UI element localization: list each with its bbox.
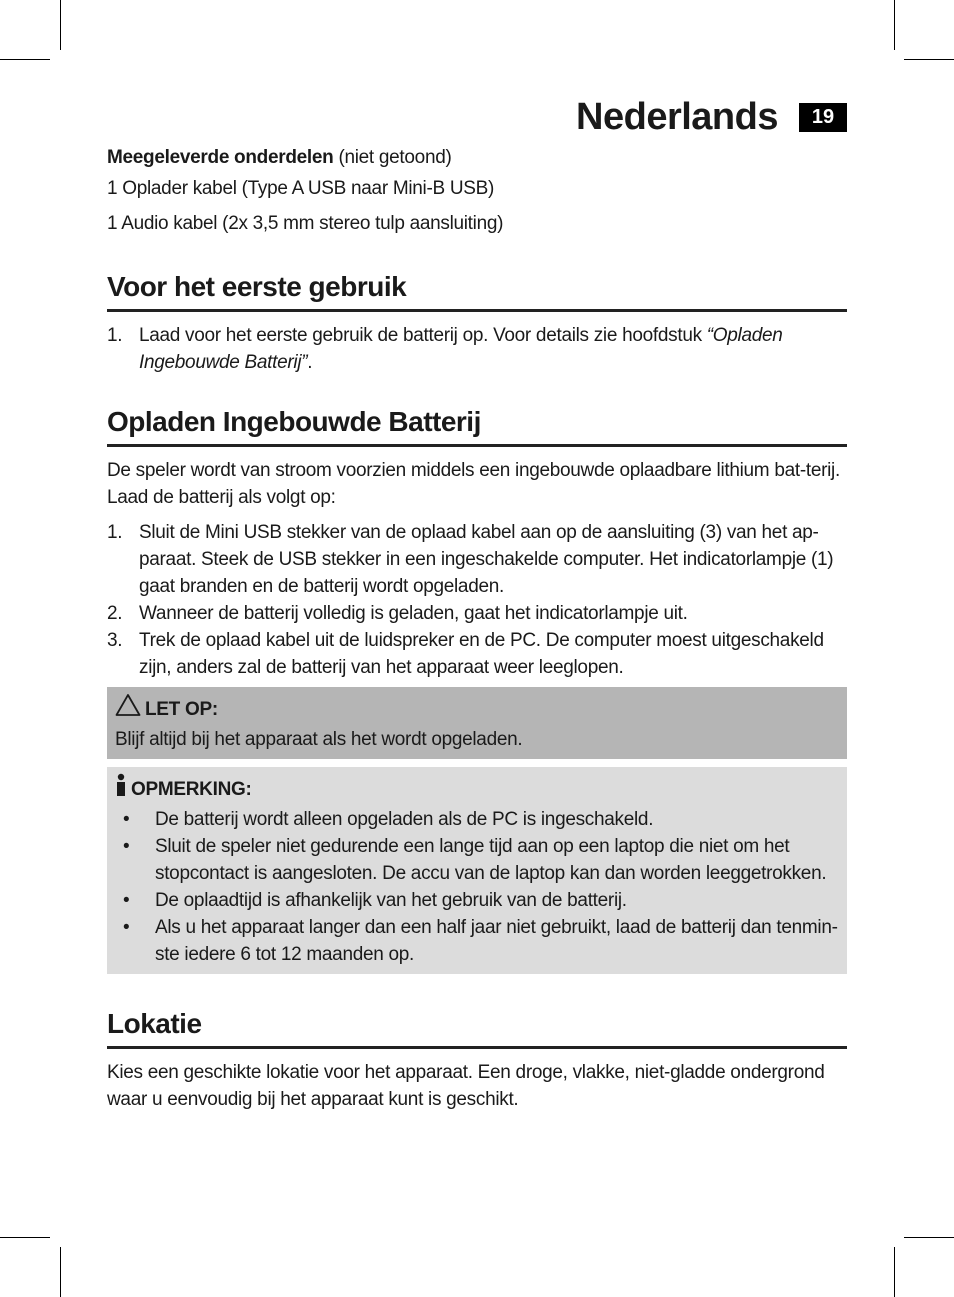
warning-header xyxy=(115,693,839,726)
warning-box xyxy=(107,687,847,759)
supplied-heading-bold: Meegeleverde onderdelen xyxy=(107,147,334,168)
step-number: 3. xyxy=(107,630,123,651)
list-item xyxy=(115,806,839,833)
crop-mark xyxy=(894,0,895,50)
note-item-text: Sluit de speler niet gedurende een lange tijd aan op een laptop die niet om het stopcontact is aangesloten. De accu van de laptop kan dan worden leeggetrokken. xyxy=(155,836,827,884)
supplied-item: 1 Audio kabel (2x 3,5 mm stereo tulp aansluiting) xyxy=(107,213,504,234)
crop-mark xyxy=(0,1237,50,1238)
step-text: Laad voor het eerste gebruik de batterij op. Voor details zie hoofdstuk xyxy=(139,325,707,346)
bullet: • xyxy=(123,917,130,938)
note-list xyxy=(115,806,839,968)
crop-mark xyxy=(60,0,61,50)
location-text: Kies een geschikte lokatie voor het apparaat. Een droge, vlakke, niet-gladde ondergrond waar u eenvoudig bij het apparaat kunt is geschikt. xyxy=(107,1062,825,1110)
step-reference: “Opladen Ingebouwde Batterij” xyxy=(139,325,783,373)
list-item xyxy=(115,914,839,968)
note-header xyxy=(115,773,839,806)
crop-mark xyxy=(60,1247,61,1297)
list-item xyxy=(107,600,847,627)
note-box xyxy=(107,767,847,974)
bullet: • xyxy=(123,836,130,857)
info-icon xyxy=(115,773,127,806)
section-title-charging: Opladen Ingebouwde Batterij xyxy=(107,406,847,447)
note-item-text: De oplaadtijd is afhankelijk van het gebruik van de batterij. xyxy=(155,890,627,911)
step-number: 2. xyxy=(107,603,123,624)
note-item-text: De batterij wordt alleen opgeladen als de PC is ingeschakeld. xyxy=(155,809,654,830)
step-text-end: . xyxy=(307,352,313,373)
crop-mark xyxy=(904,1237,954,1238)
warning-triangle-icon xyxy=(115,693,141,726)
note-label: OPMERKING: xyxy=(131,778,252,800)
list-item xyxy=(115,887,839,914)
charging-steps xyxy=(107,519,847,681)
step-text: Sluit de Mini USB stekker van de oplaad kabel aan op de aansluiting (3) van het ap-paraat. Steek de USB stekker in een ingeschakelde computer. Het indicatorlampje (1) gaat branden en de batterij wordt opgeladen. xyxy=(139,522,834,597)
crop-mark xyxy=(894,1247,895,1297)
page-number: 19 xyxy=(799,103,847,132)
list-item xyxy=(115,833,839,887)
step-text: Wanneer de batterij volledig is geladen, gaat het indicatorlampje uit. xyxy=(139,603,688,624)
warning-text: Blijf altijd bij het apparaat als het wordt opgeladen. xyxy=(115,729,523,750)
step-text: Trek de oplaad kabel uit de luidspreker en de PC. De computer moest uitgeschakeld zijn, anders zal de batterij van het apparaat weer leeglopen. xyxy=(139,630,824,678)
note-item-text: Als u het apparaat langer dan een half jaar niet gebruikt, laad de batterij dan tenmin-ste iedere 6 tot 12 maanden op. xyxy=(155,917,838,965)
list-item xyxy=(107,627,847,681)
supplied-heading xyxy=(107,144,847,171)
warning-label: LET OP: xyxy=(145,698,218,720)
step-number: 1. xyxy=(107,325,123,346)
bullet: • xyxy=(123,809,130,830)
crop-mark xyxy=(904,59,954,60)
section-title-location: Lokatie xyxy=(107,1008,847,1049)
crop-mark xyxy=(0,59,50,60)
step-number: 1. xyxy=(107,522,123,543)
list-item xyxy=(107,322,847,376)
page-content xyxy=(107,144,847,1113)
charging-intro: De speler wordt van stroom voorzien middels een ingebouwde oplaadbare lithium bat-terij. Laad de batterij als volgt op: xyxy=(107,460,840,508)
supplied-item: 1 Oplader kabel (Type A USB naar Mini-B USB) xyxy=(107,178,495,199)
section-title-first-use: Voor het eerste gebruik xyxy=(107,271,847,312)
list-item xyxy=(107,519,847,600)
page-language-title: Nederlands xyxy=(576,96,778,138)
first-use-steps xyxy=(107,322,847,376)
bullet: • xyxy=(123,890,130,911)
supplied-heading-note: (niet getoond) xyxy=(338,147,452,168)
